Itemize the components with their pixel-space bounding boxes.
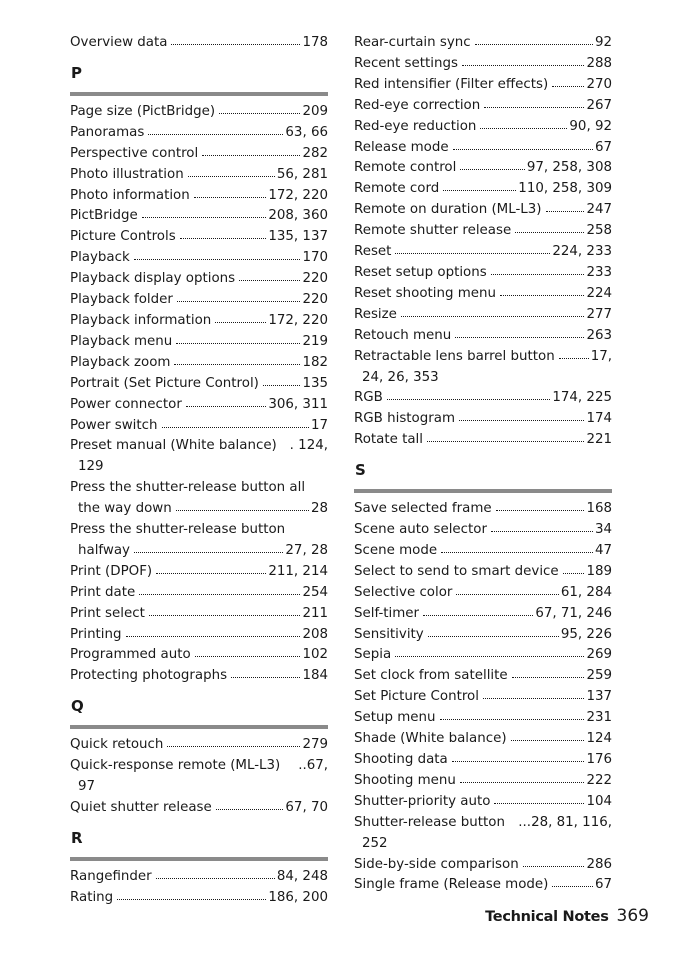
index-entry	[70, 290, 328, 311]
dot-leader	[117, 889, 266, 900]
dot-leader	[475, 34, 593, 45]
index-term: Power connector	[70, 396, 182, 412]
dot-leader	[180, 228, 267, 239]
index-entry	[354, 54, 612, 75]
index-term: Programmed auto	[70, 647, 191, 663]
index-entry	[354, 138, 612, 159]
index-entry	[354, 625, 612, 646]
index-entry	[354, 541, 612, 562]
dot-leader	[148, 124, 283, 135]
index-entry	[70, 374, 328, 395]
dot-leader	[559, 348, 589, 359]
index-entry	[354, 645, 612, 666]
index-entry	[70, 269, 328, 290]
dot-leader	[427, 431, 584, 442]
index-term: Quick retouch	[70, 737, 164, 753]
index-entry	[70, 227, 328, 248]
index-entry	[354, 221, 612, 242]
index-term: Playback	[70, 250, 130, 266]
page-reference[interactable]: 95, 226	[560, 626, 612, 642]
page-reference[interactable]: 124	[586, 731, 612, 747]
index-entry	[70, 888, 328, 909]
index-term: Overview data	[70, 35, 168, 50]
page-reference[interactable]: 172, 220	[268, 187, 328, 203]
page-reference[interactable]: 102	[302, 647, 328, 663]
page-reference[interactable]: 67	[594, 139, 612, 155]
dot-leader	[156, 868, 275, 879]
page-reference[interactable]: 224, 233	[552, 244, 612, 260]
page-reference[interactable]: 254	[302, 584, 328, 600]
index-term: Shooting menu	[354, 772, 456, 788]
page-reference[interactable]: ..67,	[298, 758, 328, 774]
index-entry	[70, 33, 328, 54]
index-entry	[70, 756, 328, 798]
index-term-continuation: the way down	[78, 501, 172, 517]
index-term: Playback zoom	[70, 354, 171, 370]
index-term: Sepia	[354, 647, 392, 663]
dot-leader	[459, 410, 584, 421]
index-term: Side-by-side comparison	[354, 856, 519, 872]
index-term: Save selected frame	[354, 501, 492, 517]
dot-leader	[483, 688, 584, 699]
index-entry	[70, 206, 328, 227]
index-entry	[354, 33, 612, 54]
dot-leader	[134, 249, 301, 260]
page-reference[interactable]: 17,	[590, 348, 612, 364]
index-term: Scene mode	[354, 542, 438, 558]
index-entry	[354, 284, 612, 305]
index-entry	[354, 96, 612, 117]
footer-section-title: Technical Notes	[485, 909, 609, 925]
index-term: RGB	[354, 390, 383, 406]
index-column-right	[354, 33, 612, 896]
page-reference[interactable]: 221	[586, 432, 612, 448]
index-entry	[70, 102, 328, 123]
page-reference[interactable]: 176	[586, 752, 612, 767]
index-term: Picture Controls	[70, 229, 176, 245]
index-term: Quick-response remote (ML-L3)	[70, 758, 281, 774]
index-term: Quiet shutter release	[70, 800, 212, 815]
page-reference[interactable]: 137	[586, 689, 612, 705]
page-reference[interactable]: 288	[586, 55, 612, 71]
page-reference[interactable]: 279	[302, 737, 328, 753]
dot-leader	[188, 166, 275, 177]
index-entry	[354, 200, 612, 221]
page-reference[interactable]: 220	[302, 292, 328, 308]
page-reference[interactable]: 263	[586, 327, 612, 343]
page-reference[interactable]: 184	[302, 668, 328, 684]
index-term: Playback display options	[70, 271, 236, 287]
index-letter-heading: P	[71, 63, 82, 82]
index-letter-heading: Q	[71, 697, 84, 716]
index-term: Printing	[70, 626, 122, 642]
index-entry	[70, 562, 328, 583]
index-entry	[354, 117, 612, 138]
page-reference[interactable]: 222	[586, 772, 612, 788]
dot-leader	[176, 333, 300, 344]
index-term: Shooting data	[354, 752, 448, 767]
index-entry	[354, 792, 612, 813]
index-entry	[70, 867, 328, 888]
index-entry	[354, 687, 612, 708]
page-reference[interactable]: 269	[586, 647, 612, 663]
dot-leader	[219, 103, 300, 114]
index-entry	[354, 242, 612, 263]
index-entry	[354, 666, 612, 687]
page-reference[interactable]: 247	[586, 202, 612, 218]
dot-leader	[563, 563, 585, 574]
index-entry	[70, 436, 328, 478]
dot-leader	[453, 139, 593, 150]
page-reference[interactable]: 168	[586, 501, 612, 517]
page-reference[interactable]: 67	[594, 877, 612, 893]
index-term: Press the shutter-release button	[70, 522, 286, 538]
index-entry	[354, 708, 612, 729]
page-reference[interactable]: 92	[594, 35, 612, 50]
page-reference[interactable]: 135	[302, 375, 328, 391]
index-term-continuation: 97	[78, 779, 96, 795]
page-reference[interactable]: 211	[302, 605, 328, 621]
page-reference[interactable]: 258	[586, 223, 612, 239]
index-term: Rating	[70, 889, 114, 905]
dot-leader	[462, 55, 585, 66]
index-term: Protecting photographs	[70, 668, 228, 684]
index-term: Reset setup options	[354, 264, 487, 280]
dot-leader	[156, 563, 266, 574]
dot-leader	[162, 417, 309, 428]
index-entry	[354, 158, 612, 179]
index-entry	[70, 416, 328, 437]
page-reference[interactable]: 47	[594, 542, 612, 558]
index-term: Power switch	[70, 417, 158, 433]
dot-leader	[142, 207, 267, 218]
index-term: Reset shooting menu	[354, 285, 496, 301]
letter-divider	[70, 92, 328, 96]
index-term: Perspective control	[70, 145, 199, 161]
index-entry	[70, 604, 328, 625]
page-reference[interactable]: 110, 258, 309	[518, 181, 612, 197]
index-term: Playback menu	[70, 333, 173, 349]
page-reference[interactable]: ...28, 81, 116,	[518, 814, 612, 830]
dot-leader	[546, 201, 585, 212]
page-reference[interactable]: 84, 248	[276, 868, 328, 884]
index-term: Print (DPOF)	[70, 563, 153, 579]
page-reference[interactable]: 104	[586, 793, 612, 809]
index-entry	[354, 583, 612, 604]
index-term: Selective color	[354, 584, 453, 600]
dot-leader	[263, 375, 301, 386]
dot-leader	[202, 145, 300, 156]
index-term-continuation: halfway	[78, 542, 130, 558]
index-term: Recent settings	[354, 55, 458, 71]
index-term: Set clock from satellite	[354, 668, 508, 684]
index-entry	[354, 347, 612, 389]
index-term: Remote shutter release	[354, 223, 512, 239]
page-reference[interactable]: 208, 360	[268, 208, 328, 224]
index-term: Scene auto selector	[354, 522, 487, 538]
index-entry	[70, 144, 328, 165]
index-term-continuation: 24, 26, 353	[362, 369, 439, 385]
index-entry	[70, 353, 328, 374]
dot-leader	[452, 751, 585, 762]
page-reference[interactable]: 211, 214	[268, 563, 328, 579]
index-term: Self-timer	[354, 605, 420, 621]
dot-leader	[401, 306, 585, 317]
index-term: Sensitivity	[354, 626, 424, 642]
index-term: Reset	[354, 244, 392, 260]
page-reference[interactable]: 170	[302, 250, 328, 266]
page-reference[interactable]: 90, 92	[569, 118, 612, 134]
index-entry	[354, 855, 612, 876]
page-reference[interactable]: 286	[586, 856, 612, 872]
page-reference[interactable]: 259	[586, 668, 612, 684]
index-term: Preset manual (White balance)	[70, 438, 277, 454]
page-number: 369	[616, 906, 649, 926]
index-entry	[70, 583, 328, 604]
page-reference[interactable]: 208	[302, 626, 328, 642]
page-reference[interactable]: 97, 258, 308	[526, 160, 612, 176]
dot-leader	[215, 312, 266, 323]
dot-leader	[195, 646, 301, 657]
index-entry	[70, 332, 328, 353]
dot-leader	[239, 270, 300, 281]
index-term: Rotate tall	[354, 432, 423, 448]
dot-leader	[496, 500, 585, 511]
index-entry	[70, 123, 328, 144]
page-reference[interactable]: 231	[586, 710, 612, 726]
page-reference[interactable]: 17	[310, 417, 328, 433]
index-term: Rear-curtain sync	[354, 35, 471, 50]
dot-leader	[423, 605, 533, 616]
page-reference[interactable]: 282	[302, 145, 328, 161]
dot-leader	[139, 584, 300, 595]
index-entry	[354, 562, 612, 583]
dot-leader	[177, 291, 301, 302]
page-reference[interactable]: 178	[302, 35, 328, 50]
dot-leader	[491, 521, 593, 532]
dot-leader	[515, 222, 584, 233]
page-reference[interactable]: 34	[594, 522, 612, 538]
index-entry	[70, 625, 328, 646]
dot-leader	[491, 264, 585, 275]
index-term: RGB histogram	[354, 411, 456, 427]
dot-leader	[552, 876, 593, 887]
page-reference[interactable]: 27, 28	[285, 542, 328, 558]
page-reference[interactable]: . 124,	[289, 438, 328, 454]
index-term: Photo illustration	[70, 166, 184, 182]
index-term: Print select	[70, 605, 145, 621]
index-term: Shade (White balance)	[354, 731, 507, 747]
page-reference[interactable]: 267	[586, 97, 612, 113]
index-term: Set Picture Control	[354, 689, 479, 705]
dot-leader	[484, 97, 584, 108]
index-term: PictBridge	[70, 208, 138, 224]
index-term: Release mode	[354, 139, 449, 155]
index-entry	[354, 326, 612, 347]
page-reference[interactable]: 306, 311	[268, 396, 328, 412]
page-reference[interactable]: 135, 137	[268, 229, 328, 245]
page-reference[interactable]: 61, 284	[560, 584, 612, 600]
index-entry	[70, 645, 328, 666]
dot-leader	[186, 396, 267, 407]
index-term: Shutter-release button	[354, 814, 505, 830]
index-term: Playback information	[70, 312, 212, 328]
index-term: Single frame (Release mode)	[354, 877, 549, 893]
index-entry	[70, 311, 328, 332]
dot-leader	[387, 389, 550, 400]
page-reference[interactable]: 189	[586, 563, 612, 579]
dot-leader	[167, 736, 300, 747]
index-column-left	[70, 33, 328, 909]
index-term: Panoramas	[70, 124, 145, 140]
dot-leader	[500, 285, 584, 296]
index-entry	[354, 520, 612, 541]
index-entry	[354, 430, 612, 451]
index-entry	[354, 729, 612, 750]
dot-leader	[460, 159, 524, 170]
index-term-continuation: 129	[78, 459, 104, 475]
page-reference[interactable]: 224	[586, 285, 612, 301]
index-term: Retractable lens barrel button	[354, 348, 555, 364]
page-reference[interactable]: 233	[586, 264, 612, 280]
dot-leader	[443, 180, 516, 191]
dot-leader	[149, 605, 301, 616]
dot-leader	[231, 667, 300, 678]
index-entry	[354, 305, 612, 326]
letter-divider	[354, 489, 612, 493]
index-entry	[354, 179, 612, 200]
page-reference[interactable]: 28	[310, 501, 328, 517]
index-term-continuation: 252	[362, 835, 388, 851]
page-reference[interactable]: 56, 281	[276, 166, 328, 182]
page-reference[interactable]: 172, 220	[268, 312, 328, 328]
index-term: Playback folder	[70, 292, 173, 308]
index-term: Print date	[70, 584, 136, 600]
index-term: Rangefinder	[70, 868, 152, 884]
index-term: Setup menu	[354, 710, 436, 726]
index-letter-heading: S	[355, 461, 366, 480]
index-entry	[70, 735, 328, 756]
dot-leader	[456, 584, 558, 595]
index-term: Portrait (Set Picture Control)	[70, 375, 259, 391]
page-reference[interactable]: 174	[586, 411, 612, 427]
dot-leader	[194, 187, 267, 198]
dot-leader	[395, 243, 550, 254]
index-entry	[70, 798, 328, 819]
dot-leader	[511, 730, 585, 741]
index-entry	[354, 409, 612, 430]
dot-leader	[455, 327, 584, 338]
letter-divider	[70, 725, 328, 729]
index-term: Select to send to smart device	[354, 563, 559, 579]
index-entry	[354, 388, 612, 409]
index-term: Press the shutter-release button all	[70, 480, 306, 496]
index-entry	[70, 666, 328, 687]
dot-leader	[216, 799, 284, 810]
index-entry	[354, 75, 612, 96]
index-entry	[354, 771, 612, 792]
index-term: Retouch menu	[354, 327, 452, 343]
dot-leader	[440, 709, 585, 720]
index-entry	[70, 395, 328, 416]
index-entry	[70, 186, 328, 207]
index-term: Shutter-priority auto	[354, 793, 491, 809]
dot-leader	[171, 34, 300, 45]
index-term: Photo information	[70, 187, 190, 203]
page-reference[interactable]: 220	[302, 271, 328, 287]
index-letter-heading: R	[71, 828, 83, 847]
page-reference[interactable]: 270	[586, 76, 612, 92]
page-reference[interactable]: 63, 66	[285, 124, 328, 140]
index-term: Remote cord	[354, 181, 440, 197]
index-entry	[354, 604, 612, 625]
index-entry	[70, 520, 328, 562]
index-term: Red-eye correction	[354, 97, 481, 113]
index-term: Remote on duration (ML-L3)	[354, 202, 542, 218]
dot-leader	[460, 772, 585, 783]
dot-leader	[523, 856, 585, 867]
page-reference[interactable]: 209	[302, 103, 328, 119]
index-entry	[70, 478, 328, 520]
page-reference[interactable]: 277	[586, 306, 612, 322]
dot-leader	[441, 542, 593, 553]
index-term: Red intensifier (Filter effects)	[354, 76, 549, 92]
dot-leader	[134, 542, 283, 553]
dot-leader	[176, 500, 309, 511]
dot-leader	[174, 354, 300, 365]
index-entry	[70, 248, 328, 269]
dot-leader	[428, 626, 559, 637]
page-reference[interactable]: 219	[302, 333, 328, 349]
index-entry	[354, 499, 612, 520]
dot-leader	[480, 118, 567, 129]
dot-leader	[552, 76, 584, 87]
index-term: Page size (PictBridge)	[70, 103, 216, 119]
index-entry	[354, 813, 612, 855]
page-footer	[485, 906, 649, 926]
page-reference[interactable]: 182	[302, 354, 328, 370]
dot-leader	[512, 667, 585, 678]
index-entry	[354, 750, 612, 771]
index-term: Resize	[354, 306, 397, 322]
letter-divider	[70, 857, 328, 861]
index-entry	[354, 875, 612, 896]
index-term: Red-eye reduction	[354, 118, 477, 134]
dot-leader	[395, 646, 584, 657]
page-reference[interactable]: 174, 225	[552, 390, 612, 406]
dot-leader	[126, 626, 301, 637]
dot-leader	[494, 793, 584, 804]
index-term: Remote control	[354, 160, 457, 176]
index-entry	[354, 263, 612, 284]
page-reference[interactable]: 186, 200	[268, 889, 328, 905]
page-reference[interactable]: 67, 71, 246	[535, 605, 612, 621]
page-reference[interactable]: 67, 70	[285, 800, 328, 815]
index-entry	[70, 165, 328, 186]
